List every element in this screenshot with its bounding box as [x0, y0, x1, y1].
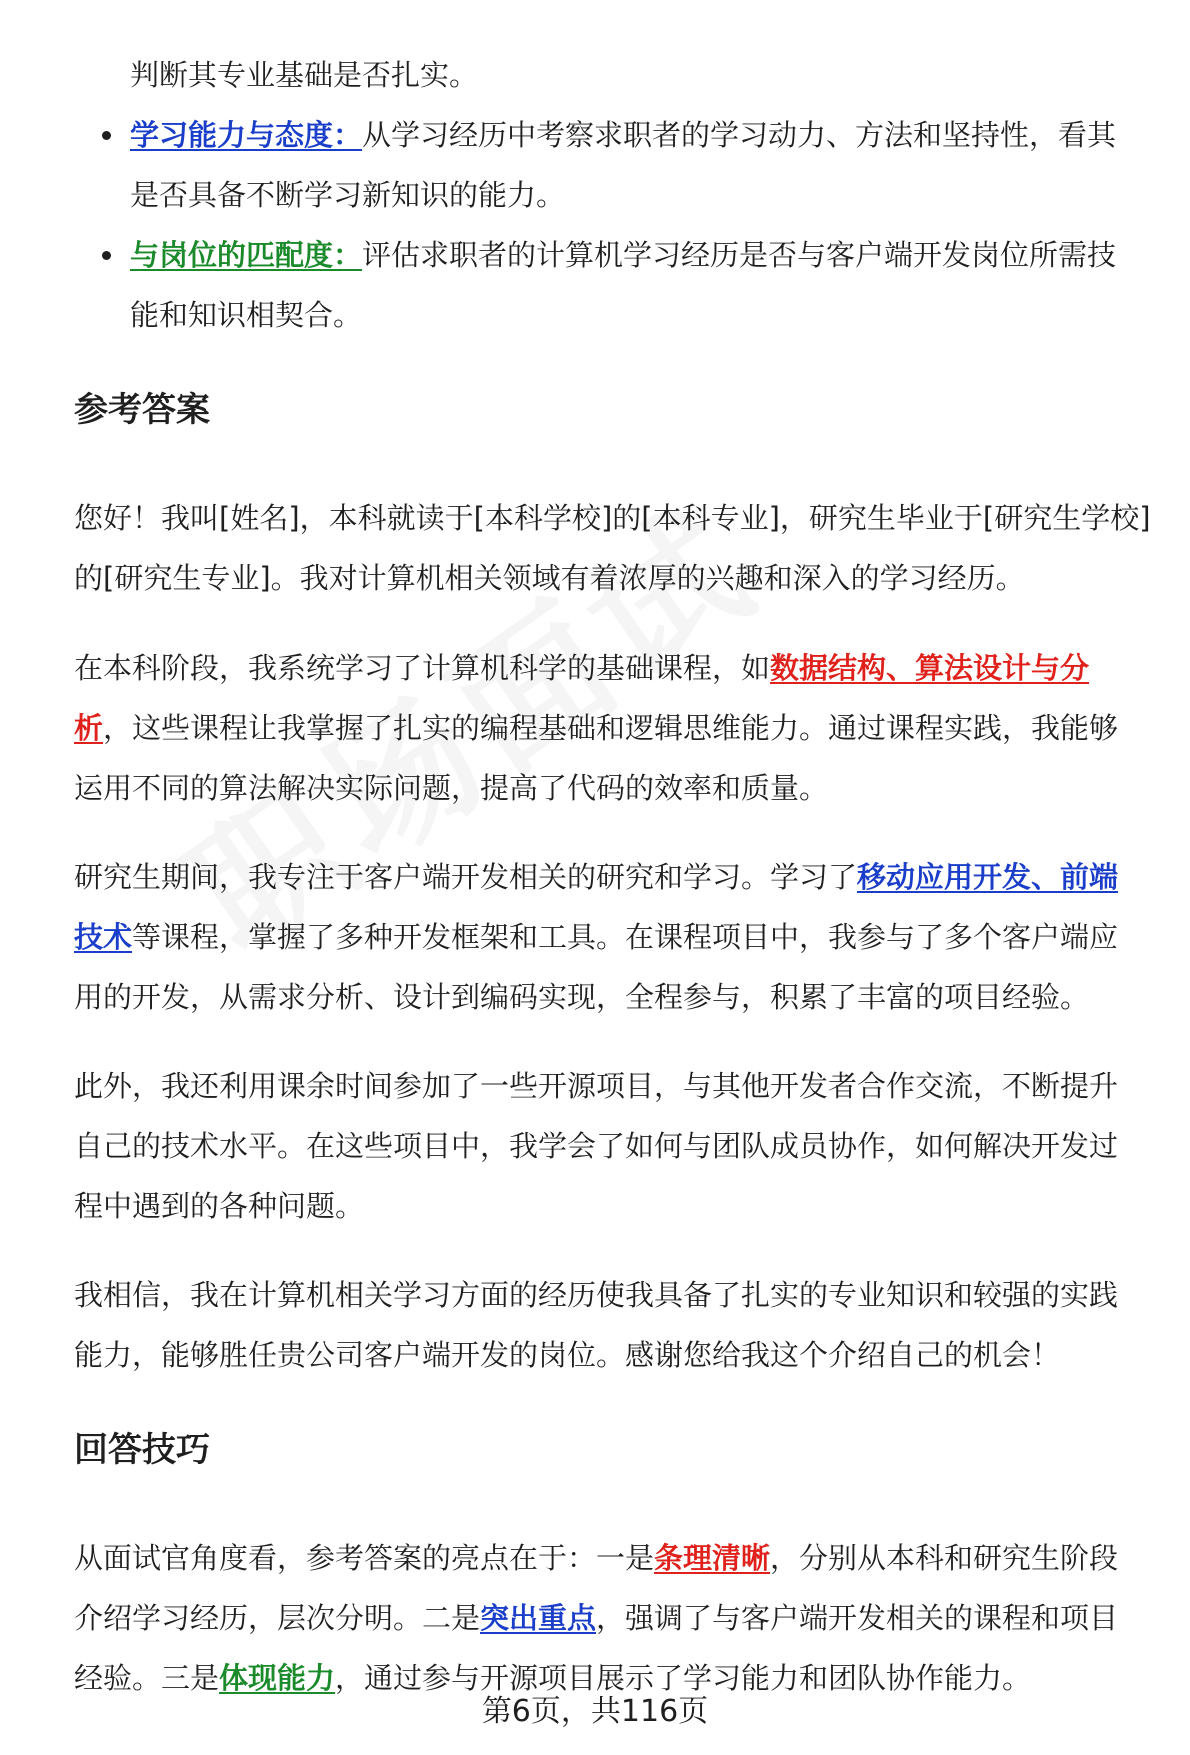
paragraph-line: 运用不同的算法解决实际问题，提高了代码的效率和质量。: [74, 771, 829, 805]
paragraph-line: 程中遇到的各种问题。: [74, 1189, 365, 1223]
paragraph-line: 您好！我叫[姓名]，本科就读于[本科学校]的[本科专业]，研究生毕业于[研究生学校]: [74, 501, 1151, 535]
answer-heading: 参考答案: [74, 390, 210, 430]
highlight-grad-courses: 移动应用开发、前端: [857, 860, 1119, 894]
criteria-term-learning: 学习能力与态度：: [130, 118, 363, 152]
tips-paragraph: [74, 1528, 1154, 1708]
paragraph-line: 在本科阶段，我系统学习了计算机科学的基础课程，如数据结构、算法设计与分: [74, 651, 1090, 685]
criteria-item-match: [74, 225, 1154, 345]
paragraph-line: 用的开发，从需求分析、设计到编码实现，全程参与，积累了丰富的项目经验。: [74, 980, 1090, 1014]
paragraph-line: 的[研究生专业]。我对计算机相关领域有着浓厚的兴趣和深入的学习经历。: [74, 561, 1025, 595]
criteria-text: 能和知识相契合。: [130, 298, 363, 332]
criteria-item-learning: [74, 105, 1154, 225]
highlight-grad-courses: 技术: [74, 920, 133, 954]
paragraph-line: 经验。三是体现能力，通过参与开源项目展示了学习能力和团队协作能力。: [74, 1661, 1032, 1695]
intro-tail-line: 判断其专业基础是否扎实。: [130, 58, 479, 92]
answer-paragraph-5: [74, 1265, 1154, 1385]
criteria-term-match: 与岗位的匹配度：: [130, 238, 363, 272]
highlight-courses: 析: [74, 711, 104, 745]
paragraph-line: 自己的技术水平。在这些项目中，我学会了如何与团队成员协作，如何解决开发过: [74, 1129, 1119, 1163]
paragraph-line: 研究生期间，我专注于客户端开发相关的研究和学习。学习了移动应用开发、前端: [74, 860, 1119, 894]
criteria-section: [74, 45, 1154, 345]
paragraph-line: 能力，能够胜任贵公司客户端开发的岗位。感谢您给我这个介绍自己的机会！: [74, 1338, 1061, 1372]
highlight-clear-structure: 条理清晰: [654, 1541, 771, 1575]
criteria-text: 是否具备不断学习新知识的能力。: [130, 178, 566, 212]
bullet-icon: [102, 251, 111, 260]
highlight-ability: 体现能力: [219, 1661, 336, 1695]
answer-paragraph-1: [74, 488, 1154, 608]
paragraph-line: 技术等课程，掌握了多种开发框架和工具。在课程项目中，我参与了多个客户端应: [74, 920, 1119, 954]
highlight-focus: 突出重点: [480, 1601, 597, 1635]
answer-paragraph-2: [74, 638, 1154, 818]
paragraph-line: 析，这些课程让我掌握了扎实的编程基础和逻辑思维能力。通过课程实践，我能够: [74, 711, 1119, 745]
highlight-courses: 数据结构、算法设计与分: [770, 651, 1090, 685]
paragraph-line: 此外，我还利用课余时间参加了一些开源项目，与其他开发者合作交流，不断提升: [74, 1069, 1119, 1103]
answer-paragraph-4: [74, 1056, 1154, 1236]
paragraph-line: 我相信，我在计算机相关学习方面的经历使我具备了扎实的专业知识和较强的实践: [74, 1278, 1119, 1312]
answer-paragraph-3: [74, 847, 1154, 1027]
paragraph-line: 从面试官角度看，参考答案的亮点在于：一是条理清晰，分别从本科和研究生阶段: [74, 1541, 1119, 1575]
tips-heading: 回答技巧: [74, 1430, 210, 1470]
paragraph-line: 介绍学习经历，层次分明。二是突出重点，强调了与客户端开发相关的课程和项目: [74, 1601, 1119, 1635]
criteria-text: 从学习经历中考察求职者的学习动力、方法和坚持性，看其: [362, 118, 1117, 152]
bullet-icon: [102, 131, 111, 140]
page-number: 第6页，共116页: [481, 1694, 709, 1729]
criteria-text: 评估求职者的计算机学习经历是否与客户端开发岗位所需技: [362, 238, 1117, 272]
